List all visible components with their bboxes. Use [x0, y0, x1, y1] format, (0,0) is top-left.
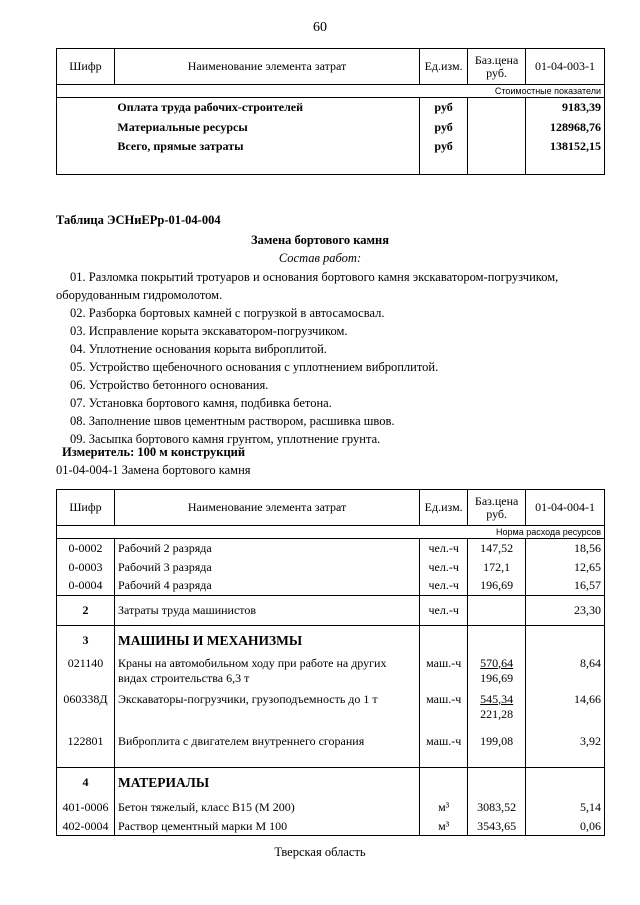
work-item: оборудованным гидромолотом. [56, 288, 223, 302]
section-row: 4 МАТЕРИАЛЫ [57, 768, 605, 798]
header-price: Баз.цена руб. [468, 49, 526, 85]
work-item: 05. Устройство щебеночного основания с уплотнением виброплитой. [70, 360, 439, 374]
measure: Измеритель: 100 м конструкций [62, 445, 246, 459]
header-unit: Ед.изм. [420, 49, 468, 85]
table-row: 0-0002 Рабочий 2 разряда чел.-ч 147,52 18,56 [57, 539, 605, 558]
table-row: 021140 Краны на автомобильном ходу при работе на других видах строительства 6,3 т маш.-ч 570,64 196,69 8,64 [57, 656, 605, 692]
table-row: 060338Д Экскаваторы-погрузчики, грузоподъемность до 1 т маш.-ч 545,34 221,28 14,66 [57, 692, 605, 728]
table-row: 402-0004 Раствор цементный марки М 100 м³ 3543,65 0,06 [57, 818, 605, 836]
table-row: 0-0003 Рабочий 3 разряда чел.-ч 172,1 12,65 [57, 558, 605, 577]
table-row: 122801 Виброплита с двигателем внутреннего сгорания маш.-ч 199,08 3,92 [57, 728, 605, 756]
subheader: Норма расхода ресурсов [57, 526, 605, 539]
works-list [56, 268, 616, 448]
table-label: Таблица ЭСНиЕРр-01-04-004 [56, 213, 221, 227]
header-price: Баз.цена руб. [468, 490, 526, 526]
works-title: Состав работ: [278, 251, 362, 265]
header-column-code: 01-04-004-1 [526, 490, 605, 526]
header-column-code: 01-04-003-1 [526, 49, 605, 85]
section-title: Замена бортового камня [251, 233, 389, 247]
work-item: 07. Установка бортового камня, подбивка бетона. [70, 396, 332, 410]
page-number: 60 [313, 20, 327, 35]
table-row: 2 Затраты труда машинистов чел.-ч 23,30 [57, 596, 605, 626]
work-item: 08. Заполнение швов цементным раствором, расшивка швов. [70, 414, 395, 428]
work-item: 01. Разломка покрытий тротуаров и основания бортового камня экскаватором-погрузчиком, [70, 270, 559, 284]
work-item: 06. Устройство бетонного основания. [70, 378, 269, 392]
table-header-row [57, 490, 605, 526]
section-row: 3 МАШИНЫ И МЕХАНИЗМЫ [57, 626, 605, 656]
cost-table [56, 48, 605, 175]
header-unit: Ед.изм. [420, 490, 468, 526]
subtable-label: 01-04-004-1 Замена бортового камня [56, 463, 251, 477]
table-row: Материальные ресурсы руб 128968,76 [57, 118, 605, 137]
work-item: 02. Разборка бортовых камней с погрузкой в автосамосвал. [70, 306, 385, 320]
header-name: Наименование элемента затрат [114, 490, 419, 526]
subheader: Стоимостные показатели [57, 85, 605, 98]
footer-region: Тверская область [274, 845, 366, 859]
table-row: Оплата труда рабочих-строителей руб 9183,39 [57, 98, 605, 118]
resources-table [56, 489, 605, 836]
work-item: 09. Засыпка бортового камня грунтом, уплотнение грунта. [70, 432, 381, 446]
table-row: Всего, прямые затраты руб 138152,15 [57, 137, 605, 156]
table-row: 0-0004 Рабочий 4 разряда чел.-ч 196,69 16,57 [57, 577, 605, 596]
work-item: 04. Уплотнение основания корыта виброплитой. [70, 342, 327, 356]
header-code: Шифр [57, 49, 115, 85]
table-header-row [57, 49, 605, 85]
header-code: Шифр [57, 490, 115, 526]
header-name: Наименование элемента затрат [114, 49, 419, 85]
work-item: 03. Исправление корыта экскаватором-погрузчиком. [70, 324, 348, 338]
table-row: 401-0006 Бетон тяжелый, класс В15 (М 200) м³ 3083,52 5,14 [57, 798, 605, 818]
